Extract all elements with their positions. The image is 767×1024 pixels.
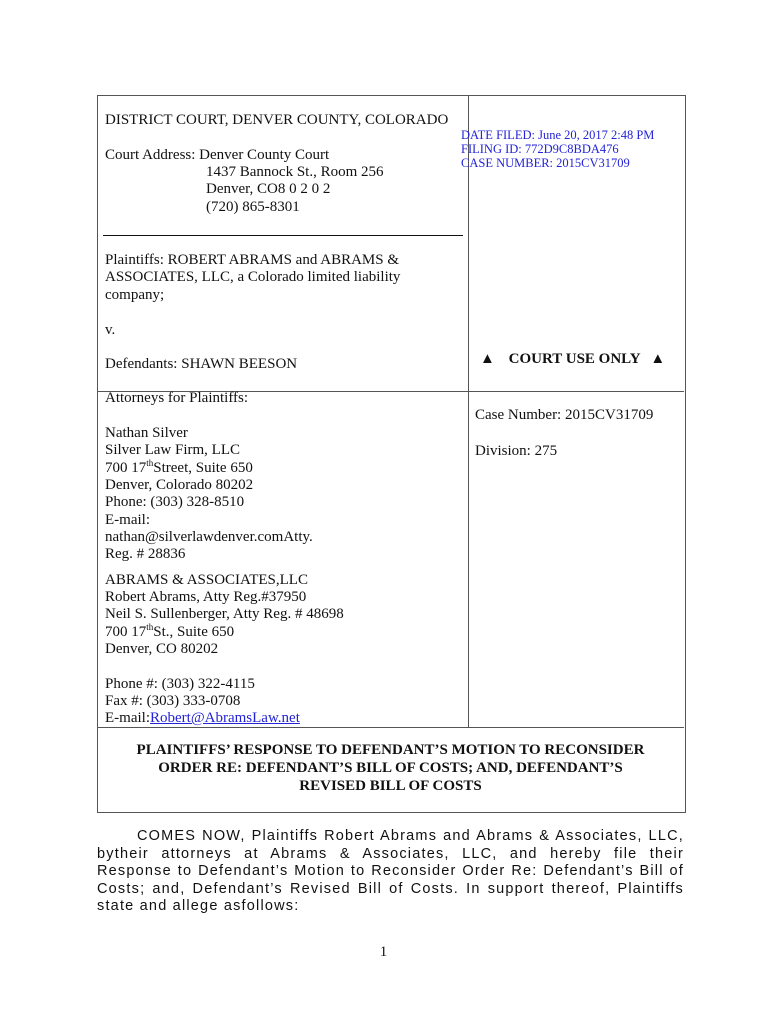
court-phone: (720) 865-8301 — [206, 199, 300, 215]
court-name: DISTRICT COURT, DENVER COUNTY, COLORADO — [105, 112, 449, 128]
page-number: 1 — [379, 944, 388, 960]
silver-email-label: E-mail: — [105, 512, 150, 528]
triangle-up-icon: ▲ — [650, 351, 666, 367]
triangle-up-icon: ▲ — [480, 351, 495, 367]
silver-address: 700 17thStreet, Suite 650 — [105, 458, 253, 476]
silver-firm: Silver Law Firm, LLC — [105, 442, 240, 458]
case-number: Case Number: 2015CV31709 — [475, 407, 654, 423]
plaintiffs-line2: ASSOCIATES, LLC, a Colorado limited liability — [105, 269, 401, 285]
abrams-fax: Fax #: (303) 333-0708 — [105, 693, 241, 709]
abrams-city: Denver, CO 80202 — [105, 641, 219, 657]
court-use-only — [480, 351, 665, 369]
sullenberger-name: Neil S. Sullenberger, Atty Reg. # 48698 — [105, 606, 344, 622]
court-address-label: Court Address: Denver County Court — [105, 147, 330, 163]
attorneys-heading: Attorneys for Plaintiffs: — [105, 390, 249, 406]
plaintiffs-line1: Plaintiffs: ROBERT ABRAMS and ABRAMS & — [105, 252, 400, 268]
body-paragraph: COMES NOW, Plaintiffs Robert Abrams and Abrams & Associates, LLC, bytheir attorneys at Abrams & Associates, LLC, and hereby file their Response to Defendant’s Motion to Reconsider Order Re: Defendant’s Bill of Costs; and, Defendant’s Revised Bill of Costs. In support thereof, Plaintiffs state and allege asfollows: — [97, 828, 684, 914]
abrams-firm: ABRAMS & ASSOCIATES,LLC — [105, 572, 308, 588]
document-title: PLAINTIFFS’ RESPONSE TO DEFENDANT’S MOTION TO RECONSIDER ORDER RE: DEFENDANT’S BILL OF COSTS; AND, DEFENDANT’S REVISED BILL OF COSTS — [136, 742, 645, 794]
court-address-line2: Denver, CO8 0 2 0 2 — [206, 181, 331, 197]
abrams-phone: Phone #: (303) 322-4115 — [105, 676, 255, 692]
silver-name: Nathan Silver — [105, 425, 188, 441]
court-address-line1: 1437 Bannock St., Room 256 — [206, 164, 384, 180]
court-use-label: COURT USE ONLY — [508, 351, 641, 367]
silver-reg: Reg. # 28836 — [105, 546, 186, 562]
filing-id-stamp: FILING ID: 772D9C8BDA476 — [461, 142, 619, 156]
versus: v. — [105, 322, 116, 338]
caption-divider-vertical — [468, 95, 469, 727]
silver-phone: Phone: (303) 328-8510 — [105, 494, 245, 510]
abrams-address: 700 17thSt., Suite 650 — [105, 622, 235, 640]
abrams-email-line: E-mail:Robert@AbramsLaw.net — [105, 710, 300, 726]
court-parties-separator — [103, 235, 463, 236]
silver-email: nathan@silverlawdenver.comAtty. — [105, 529, 313, 545]
filing-date-stamp: DATE FILED: June 20, 2017 2:48 PM — [461, 128, 655, 142]
abrams-name: Robert Abrams, Atty Reg.#37950 — [105, 589, 307, 605]
plaintiffs-line3: company; — [105, 287, 165, 303]
filing-case-number-stamp: CASE NUMBER: 2015CV31709 — [461, 156, 630, 170]
division: Division: 275 — [475, 443, 558, 459]
abrams-email-link[interactable]: Robert@AbramsLaw.net — [150, 710, 300, 726]
silver-city: Denver, Colorado 80202 — [105, 477, 254, 493]
defendants: Defendants: SHAWN BEESON — [105, 356, 298, 372]
